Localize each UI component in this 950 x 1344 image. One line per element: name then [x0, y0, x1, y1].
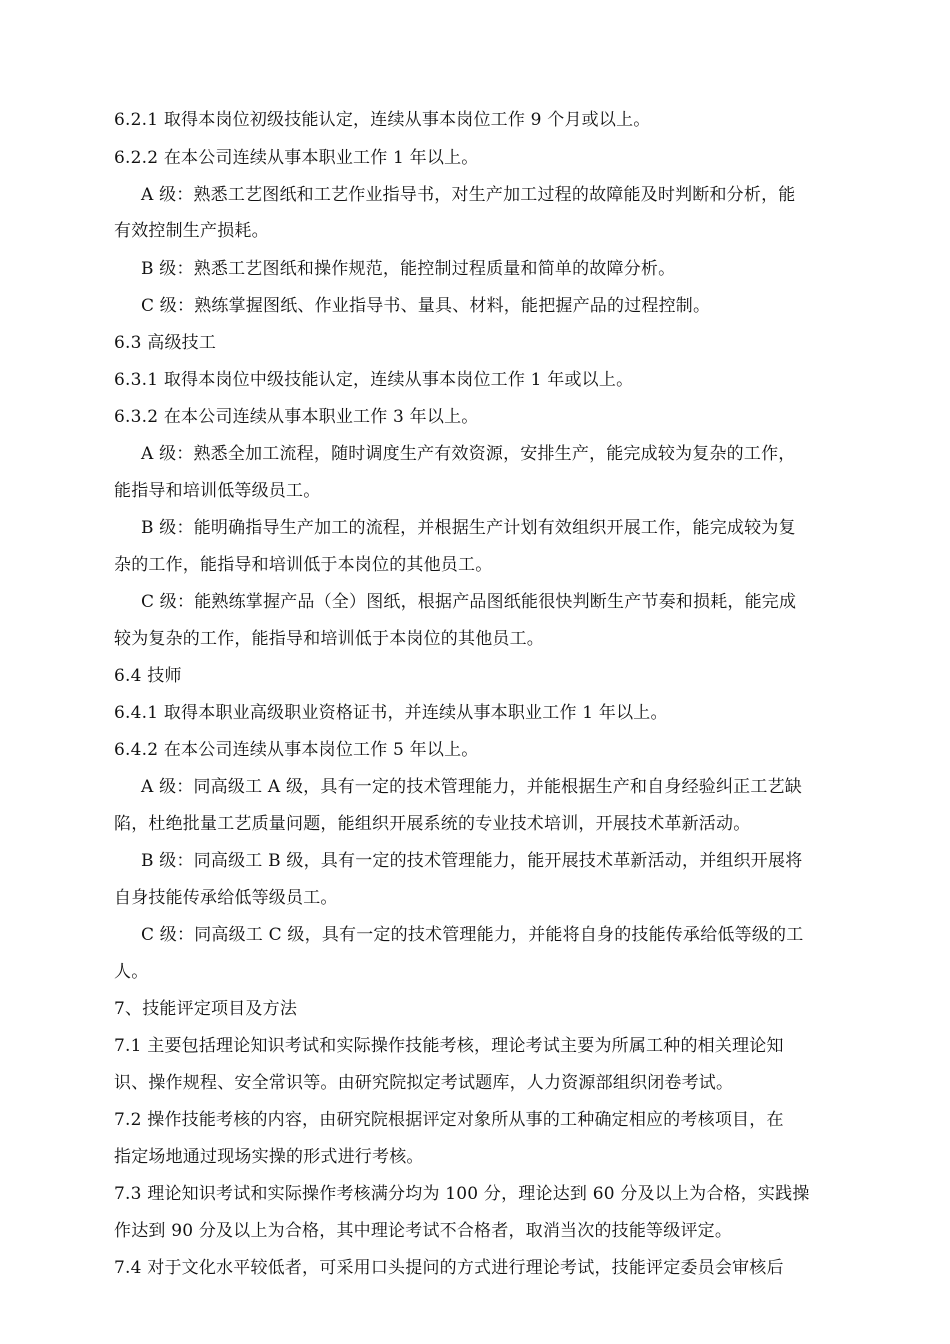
text-line: 较为复杂的工作，能指导和培训低于本岗位的其他员工。 [114, 629, 544, 649]
text-line: C 级：能熟练掌握产品（全）图纸，根据产品图纸能很快判断生产节奏和损耗，能完成 [141, 592, 797, 612]
text-line: A 级：同高级工 A 级，具有一定的技术管理能力，并能根据生产和自身经验纠正工艺缺 [141, 777, 802, 797]
text-line: B 级：同高级工 B 级，具有一定的技术管理能力，能开展技术革新活动，并组织开展将 [141, 851, 803, 871]
text-line: C 级：同高级工 C 级，具有一定的技术管理能力，并能将自身的技能传承给低等级的工 [141, 925, 804, 945]
text-line: C 级：熟练掌握图纸、作业指导书、量具、材料，能把握产品的过程控制。 [141, 296, 711, 316]
text-line: B 级：熟悉工艺图纸和操作规范，能控制过程质量和简单的故障分析。 [141, 259, 676, 279]
text-line: A 级：熟悉工艺图纸和工艺作业指导书，对生产加工过程的故障能及时判断和分析，能 [141, 185, 796, 205]
text-line: A 级：熟悉全加工流程，随时调度生产有效资源，安排生产，能完成较为复杂的工作， [141, 444, 796, 464]
text-line: 6.4.1 取得本职业高级职业资格证书，并连续从事本职业工作 1 年以上。 [114, 703, 668, 723]
text-line: 陷，杜绝批量工艺质量问题，能组织开展系统的专业技术培训，开展技术革新活动。 [114, 814, 751, 834]
text-line: 6.2.2 在本公司连续从事本职业工作 1 年以上。 [114, 148, 479, 168]
text-line: 6.2.1 取得本岗位初级技能认定，连续从事本岗位工作 9 个月或以上。 [114, 110, 651, 130]
text-line: 有效控制生产损耗。 [114, 221, 269, 241]
text-line: B 级：能明确指导生产加工的流程，并根据生产计划有效组织开展工作，能完成较为复 [141, 518, 796, 538]
text-line: 7.2 操作技能考核的内容，由研究院根据评定对象所从事的工种确定相应的考核项目，在 [114, 1110, 784, 1130]
text-line: 6.3.2 在本公司连续从事本职业工作 3 年以上。 [114, 407, 479, 427]
text-line: 6.4.2 在本公司连续从事本岗位工作 5 年以上。 [114, 740, 479, 760]
text-line: 识、操作规程、安全常识等。由研究院拟定考试题库，人力资源部组织闭卷考试。 [114, 1073, 734, 1093]
text-line: 7.1 主要包括理论知识考试和实际操作技能考核，理论考试主要为所属工种的相关理论知 [114, 1036, 784, 1056]
section-heading: 6.4 技师 [114, 666, 182, 686]
text-line: 杂的工作，能指导和培训低于本岗位的其他员工。 [114, 555, 493, 575]
section-heading: 6.3 高级技工 [114, 333, 217, 353]
text-line: 能指导和培训低等级员工。 [114, 481, 321, 501]
text-line: 6.3.1 取得本岗位中级技能认定，连续从事本岗位工作 1 年或以上。 [114, 370, 634, 390]
text-line: 指定场地通过现场实操的形式进行考核。 [114, 1147, 424, 1167]
text-line: 作达到 90 分及以上为合格，其中理论考试不合格者，取消当次的技能等级评定。 [114, 1221, 733, 1241]
section-heading: 7、技能评定项目及方法 [114, 999, 298, 1019]
text-line: 自身技能传承给低等级员工。 [114, 888, 338, 908]
text-line: 7.4 对于文化水平较低者，可采用口头提问的方式进行理论考试，技能评定委员会审核后 [114, 1258, 784, 1278]
text-line: 7.3 理论知识考试和实际操作考核满分均为 100 分，理论达到 60 分及以上为合格，实践操 [114, 1184, 810, 1204]
text-line: 人。 [114, 962, 149, 982]
